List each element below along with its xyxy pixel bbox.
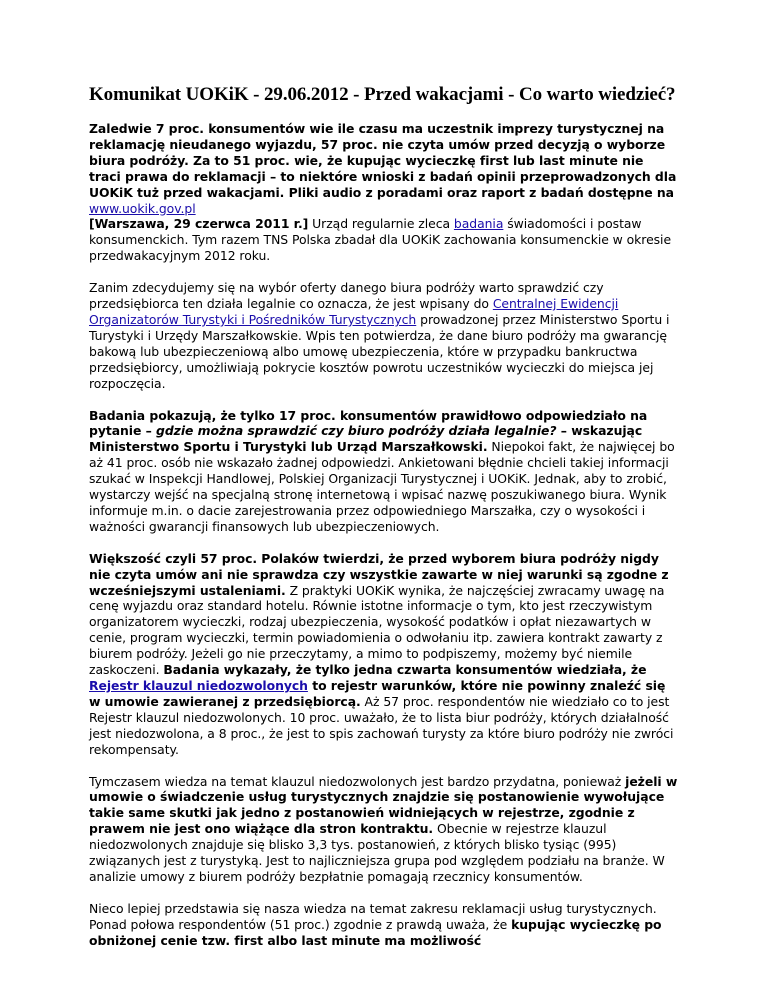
research-text: Niepokoi fakt, że najwięcej bo aż 41 proc. osób nie wskazało żadnej odpowiedzi. Ankietowani błędnie chcieli takiej informacji szukać w Inspekcji Handlowej, Polskiej Organizacji Turystycznej i UOKiK. Jednak, aby to zrobić, wystarczy wejść na specjalną stronę internetową i wpisać nazwę poszukiwanego biura. Wynik informuje m.in. o dacie zarejestrowania przez odpowiedniego Marszałka, czy o wysokości i ważności gwarancji finansowych lub ubezpieczeniowych. — [89, 439, 675, 534]
complaints-text: Nieco lepiej przedstawia się nasza wiedza na temat zakresu reklamacji usług turystycznych. Ponad połowa respondentów (51 proc.) zgodnie z prawdą uważa, że — [89, 900, 657, 932]
paragraph-intro — [89, 121, 679, 264]
contracts-text-2: Aż 57 proc. respondentów nie wiedziało co to jest Rejestr klauzul niedozwolonych. 10 proc. uważało, że to lista biur podróży, których działalność jest niedozwolona, a 8 proc., że jest to spis zachowań turysty za które biuro podróży nie zwróci rekompensaty. — [89, 693, 674, 757]
contracts-bold-3: to rejestr warunków, które nie powinny znaleźć się w umowie zawieranej z przedsiębiorcą. — [89, 678, 666, 709]
research-bold-2: – wskazując Ministerstwo Sportu i Turystyki lub Urząd Marszałkowski. — [89, 423, 643, 455]
document-page — [89, 84, 679, 965]
contracts-text-1: Z praktyki UOKiK wynika, że najczęściej zwracamy uwagę na cenę wyjazdu oraz standard hotelu. Równie istotne informacje o tym, kto jest rzeczywistym organizatorem wycieczki, rodzaj ubezpieczenia, wysokość podatków i opłat niezawartych w cenie, program wycieczki, termin powiadomienia o odwołaniu itp. zawiera kontrakt zawarty z biurem podróży. Jeżeli go nie przeczytamy, a mimo to podpiszemy, możemy być niemile zaskoczeni. — [89, 582, 665, 678]
uokik-link[interactable]: www.uokik.gov.pl — [89, 200, 196, 216]
paragraph-contracts — [89, 551, 679, 758]
document-title: Komunikat UOKiK - 29.06.2012 - Przed wakacjami - Co warto wiedzieć? — [89, 84, 676, 105]
intro-text-2: świadomości i postaw konsumenckich. Tym razem TNS Polska zbadał dla UOKiK zachowania konsumenckie w okresie przedwakacyjnym 2012 roku. — [89, 216, 672, 264]
paragraph-research — [89, 408, 679, 535]
dateline: [Warszawa, 29 czerwca 2011 r.] — [89, 216, 309, 232]
ceotipt-text-1: Zanim zdecydujemy się na wybór oferty danego biura podróży warto sprawdzić czy przedsiębiorca ten działa legalnie co oznacza, że jest wpisany do — [89, 280, 604, 312]
contracts-bold-2: Badania wykazały, że tylko jedna czwarta konsumentów wiedziała, że — [163, 662, 647, 678]
ceotipt-text-2: prowadzonej przez Ministerstwo Sportu i Turystyki i Urzędy Marszałkowskie. Wpis ten potwierdza, że dane biuro podróży ma gwarancję bakową lub ubezpieczeniową albo umowę ubezpieczenia, które w przypadku bankructwa przedsiębiorcy, umożliwiają pokrycie kosztów powrotu uczestników wycieczki do miejsca jej rozpoczęcia. — [89, 311, 670, 391]
intro-text-1: Urząd regularnie zleca — [308, 216, 454, 232]
contracts-bold-1: Większość czyli 57 proc. Polaków twierdzi, że przed wyborem biura podróży nigdy nie czyta umów ani nie sprawdza czy wszystkie zawarte w niej warunki są zgodne z wcześniejszymi ustaleniami. — [89, 550, 669, 598]
clauses-text-2: Obecnie w rejestrze klauzul niedozwolonych znajduje się blisko 3,3 tys. postanowień, z których blisko tysiąc (995) związanych jest z turystyką. Jest to najliczniejsza grupa pod względem podziału na branże. W analizie umowy z biurem podróży bezpłatnie pomagają rzecznicy konsumentów. — [89, 821, 665, 884]
clauses-text-1: Tymczasem wiedza na temat klauzul niedozwolonych jest bardzo przydatna, ponieważ — [89, 773, 626, 789]
paragraph-ceotipt — [89, 280, 679, 391]
paragraph-complaints — [89, 901, 679, 949]
research-question: gdzie można sprawdzić czy biuro podróży działa legalnie? — [156, 423, 557, 439]
badania-link[interactable]: badania — [453, 216, 504, 232]
complaints-bold: kupując wycieczkę po obniżonej cenie tzw. first albo last minute ma możliwość — [89, 916, 662, 948]
ceotipt-link[interactable]: Centralnej Ewidencji Organizatorów Turystyki i Pośredników Turystycznych — [89, 296, 619, 327]
research-bold-1: Badania pokazują, że tylko 17 proc. konsumentów prawidłowo odpowiedziało na pytanie – — [89, 407, 648, 439]
clauses-bold: jeżeli w umowie o świadczenie usług turystycznych znajdzie się postanowienie wywołujące takie same skutki jak jedno z postanowień widniejących w rejestrze, zgodnie z prawem nie jest ono wiążące dla stron kontraktu. — [89, 773, 678, 837]
rejestr-link[interactable]: Rejestr klauzul niedozwolonych — [89, 678, 308, 693]
paragraph-clauses — [89, 774, 679, 885]
intro-lead: Zaledwie 7 proc. konsumentów wie ile czasu ma uczestnik imprezy turystycznej na reklamację nieudanego wyjazdu, 57 proc. nie czyta umów przed decyzją o wyborze biura podróży. Za to 51 proc. wie, że kupując wycieczkę first lub last minute nie traci prawa do reklamacji – to niektóre wnioski z badań opinii przeprowadzonych dla UOKiK tuż przed wakacjami. Pliki audio z poradami oraz raport z badań dostępne na — [89, 121, 677, 200]
